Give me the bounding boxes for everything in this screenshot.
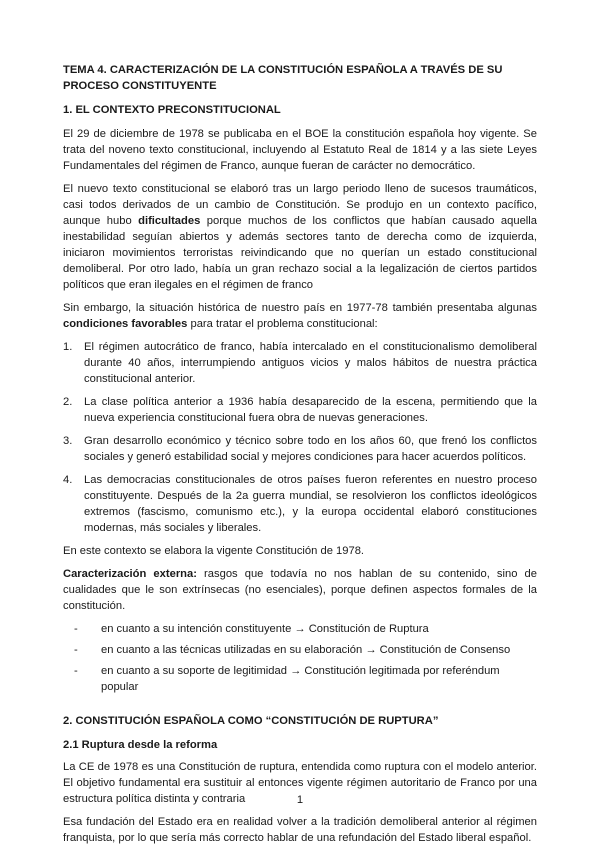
subsection-heading: 2.1 Ruptura desde la reforma (63, 739, 218, 751)
list-text: Las democracias constitucionales de otros países fueron referentes en nuestro proceso constituyente. Después de la 2a guerra mundial, se resolvieron los conflictos ideológicos extremos (fascismo, comunismo etc.), y la europa occidental elaboró constituciones modernas, más sociales y liberales. (84, 474, 537, 534)
paragraph (63, 181, 537, 293)
section-2-heading: 2. CONSTITUCIÓN ESPAÑOLA COMO “CONSTITUCIÓN DE RUPTURA” (63, 715, 439, 727)
list-item (63, 433, 537, 465)
numbered-list (63, 339, 537, 536)
spacer (63, 701, 537, 711)
paragraph (63, 566, 537, 614)
paragraph-text: rasgos que todavía no nos hablan de su contenido, sino de cualidades que le son extrínsecas (no esenciales), porque definen aspectos formales de la constitución. (63, 568, 537, 612)
section-1-heading: 1. EL CONTEXTO PRECONSTITUCIONAL (63, 104, 281, 116)
bold-term: Caracterización externa: (63, 568, 197, 580)
bold-term: condiciones favorables (63, 318, 188, 330)
page-content (63, 62, 537, 853)
list-number: 4. (63, 474, 73, 486)
paragraph-text: El nuevo texto constitucional se elaboró tras un largo periodo lleno de sucesos traumáticos, casi todos derivados de un cambio de Constitución. Se produjo en un contexto pacífico, aunque hubo (63, 183, 537, 227)
paragraph (63, 300, 537, 332)
list-text: en cuanto a su soporte de legitimidad → Constitución legitimada por referéndum popular (101, 665, 500, 693)
list-item (63, 472, 537, 536)
paragraph: La CE de 1978 es una Constitución de ruptura, entendida como ruptura con el modelo anterior. El objetivo fundamental era sustituir al entonces vigente régimen autoritario de Franco por una estructura política distinta y contraria (63, 761, 537, 805)
bold-term: dificultades (138, 215, 201, 227)
paragraph-text: para tratar el problema constitucional: (187, 318, 378, 330)
document-title: TEMA 4. CARACTERIZACIÓN DE LA CONSTITUCIÓN ESPAÑOLA A TRAVÉS DE SU PROCESO CONSTITUYENTE (63, 64, 503, 92)
paragraph-text: Sin embargo, la situación histórica de nuestro país en 1977-78 también presentaba algunas (63, 302, 537, 314)
dash-marker: - (74, 623, 78, 635)
dash-marker: - (74, 665, 78, 677)
list-text: en cuanto a las técnicas utilizadas en su elaboración → Constitución de Consenso (101, 644, 511, 656)
list-item (63, 394, 537, 426)
dash-marker: - (74, 644, 78, 656)
list-text: en cuanto a su intención constituyente → Constitución de Ruptura (101, 623, 429, 635)
list-item (63, 339, 537, 387)
list-number: 3. (63, 435, 73, 447)
list-item (63, 663, 537, 695)
dash-list (63, 621, 537, 695)
paragraph: El 29 de diciembre de 1978 se publicaba en el BOE la constitución española hoy vigente. Se trata del noveno texto constitucional, incluyendo al Estatuto Real de 1814 y a las siete Leyes Fundamentales del régimen de Franco, aunque fueran de carácter no democrático. (63, 128, 537, 172)
list-item (63, 621, 537, 637)
list-item (63, 642, 537, 658)
paragraph: En este contexto se elabora la vigente Constitución de 1978. (63, 545, 365, 557)
page-number: 1 (296, 794, 304, 806)
list-number: 1. (63, 341, 73, 353)
list-number: 2. (63, 396, 73, 408)
list-text: La clase política anterior a 1936 había desaparecido de la escena, permitiendo que la nueva experiencia constitucional fuera obra de nuevas generaciones. (84, 396, 537, 424)
list-text: El régimen autocrático de franco, había intercalado en el constitucionalismo demoliberal durante 40 años, interrumpiendo antiguos vicios y malos hábitos de nuestra práctica constitucional anterior. (84, 341, 537, 385)
paragraph-text: porque muchos de los conflictos que habían causado aquella inestabilidad seguían abiertos y además sectores tanto de derecha como de izquierda, iniciaron movimientos terroristas reivindicando que no querían un estado constitucional demoliberal. Por otro lado, había un gran rechazo social a la legalización de ciertos partidos políticos que eran ilegales en el régimen de franco (63, 215, 538, 291)
list-text: Gran desarrollo económico y técnico sobre todo en los años 60, que frenó los conflictos sociales y generó estabilidad social y mejores condiciones para hacer acuerdos políticos. (84, 435, 537, 463)
paragraph: Esa fundación del Estado era en realidad volver a la tradición demoliberal anterior al régimen franquista, por lo que sería más correcto hablar de una refundación del Estado liberal español. (63, 816, 537, 844)
